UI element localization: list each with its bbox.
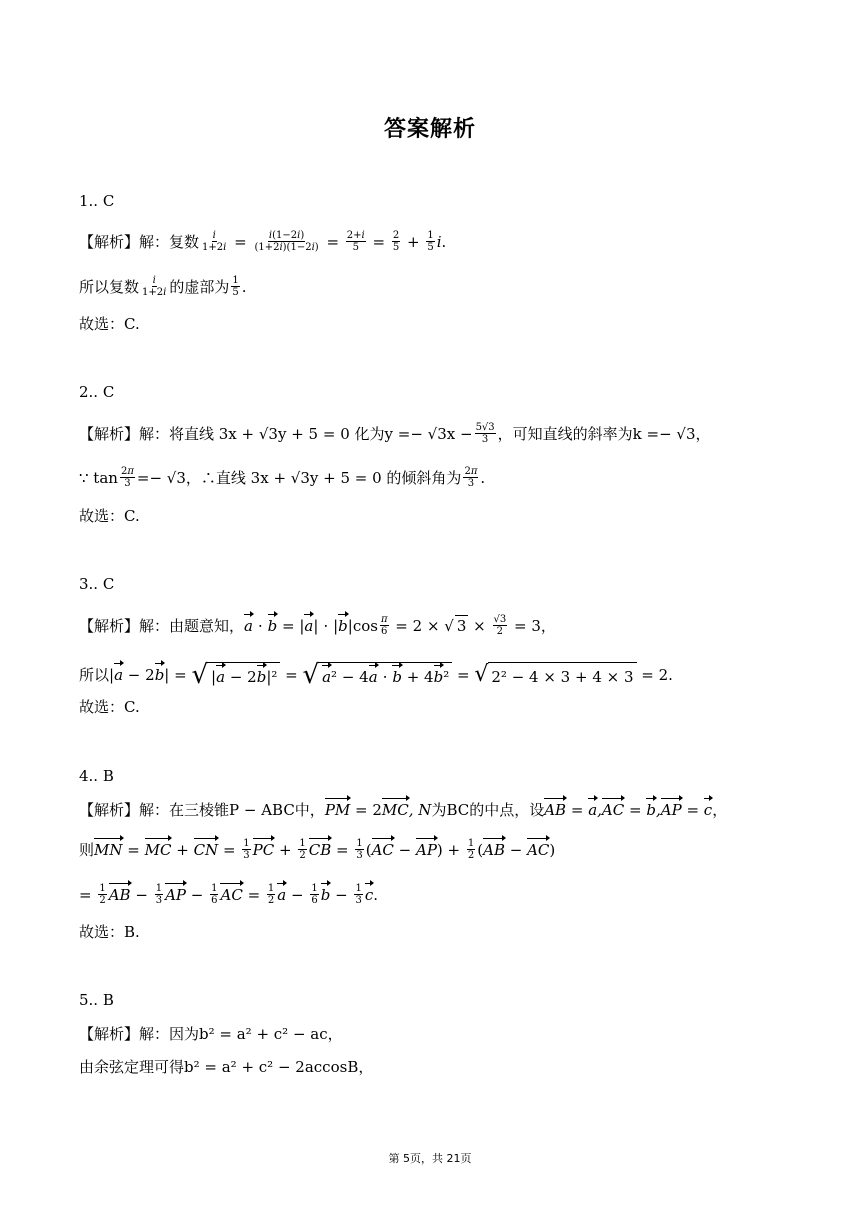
q3-number: 3.. C	[79, 575, 115, 593]
q4-solution-line1: 【解析】解：在三棱锥P − ABC中， PM = 2 MC, N 为BC的中点，设 AB = a,AC = b,AP = c ，	[79, 801, 728, 819]
q2-number: 2.. C	[79, 383, 115, 401]
q1-solution-line1: 【解析】解：复数 $\frac{i}{1+2i}$ = $\frac{i(1-2i)}{(1+2i)(1-2i)}$ = $\frac{2+i}{5}$ = $\frac{2}{5}$ + $\frac{1}{5}$ i .	[79, 230, 447, 253]
q4-number: 4.. B	[79, 767, 114, 785]
q2-choice: 故选：C.	[79, 507, 140, 525]
q1-choice: 故选：C.	[79, 315, 140, 333]
q4-choice: 故选：B.	[79, 923, 140, 941]
q1-solution-line2: 所以复数 $\frac{i}{1+2i}$ 的虚部为 $\frac{1}{5}$ .	[79, 275, 247, 298]
q4-solution-line3: = $\frac{1}{2}$ AB − $\frac{1}{3}$ AP − $\frac{1}{6}$ AC = $\frac{1}{2}$ a − $\frac{1}{6}$ b − $\frac{1}{3}$ c .	[79, 883, 378, 906]
q3-choice: 故选：C.	[79, 698, 140, 716]
page-title: 答案解析	[383, 117, 476, 142]
q3-solution-line2: 所以 | a − 2 b | = √ |a − 2b|² = √ a² − 4a ⋅ b + 4b² = √ 2² − 4 × 3 + 4 × 3 = 2.	[79, 659, 673, 690]
q2-solution-line2: ∵ tan $\frac{2\pi}{3}$ =− √3，∴直线 3x + √3y + 5 = 0 的倾斜角为 $\frac{2\pi}{3}$ .	[79, 466, 486, 489]
q5-solution-line1: 【解析】解：因为b² = a² + c² − ac，	[79, 1025, 343, 1043]
q4-solution-line2: 则 MN = MC + CN = $\frac{1}{3}$ PC + $\frac{1}{2}$ CB = $\frac{1}{3}$ ( AC − AP ) + $\frac{1}{2}$ ( AB − AC )	[79, 838, 556, 861]
q2-solution-line1: 【解析】解：将直线 3x + √3y + 5 = 0 化为y =− √3x − $\frac{5√3}{3}$ ，可知直线的斜率为k =− √3，	[79, 422, 711, 445]
q5-number: 5.. B	[79, 991, 114, 1009]
q1-number: 1.. C	[79, 192, 115, 210]
q5-solution-line2: 由余弦定理可得b² = a² + c² − 2accosB，	[79, 1058, 374, 1076]
q1-fraction-expanded: $\frac{i(1-2i)}{(1+2i)(1-2i)}$	[254, 230, 319, 253]
q1-line1-prefix: 【解析】解：复数	[79, 232, 200, 251]
q3-solution-line1: 【解析】解：由题意知， a ⋅ b = | a | ⋅ | b |cos $\frac{\pi}{6}$ = 2 × √ 3 × $\frac{√3}{2}$ = 3，	[79, 614, 556, 637]
q1-fraction: $\frac{i}{1+2i}$	[202, 230, 227, 253]
page-footer: 第 5页，共 21页	[388, 1152, 472, 1165]
